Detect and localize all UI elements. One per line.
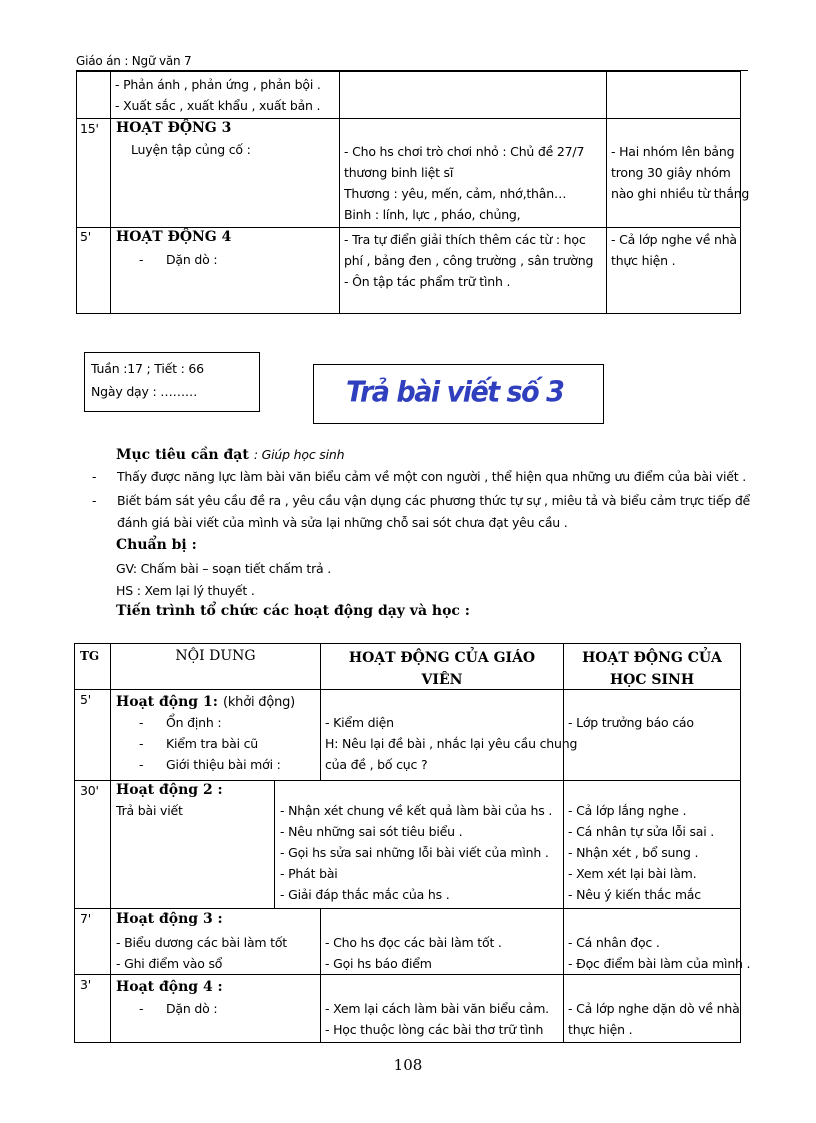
t2-row2-time: 30' <box>80 783 99 798</box>
student-line: - Cả lớp nghe về nhà <box>611 232 737 247</box>
student-line: - Nêu ý kiến thắc mắc <box>568 887 701 902</box>
teacher-line: - Nêu những sai sót tiêu biểu . <box>280 824 463 839</box>
teacher-line: - Xem lại cách làm bài văn biểu cảm. <box>325 1001 549 1016</box>
teacher-line: - Học thuộc lòng các bài thơ trữ tình <box>325 1022 544 1037</box>
student-line: trong 30 giây nhóm <box>611 165 731 180</box>
t2-row2-title: Hoạt động 2 : <box>116 782 223 798</box>
teacher-line: - Nhận xét chung về kết quả làm bài của hs . <box>280 803 553 818</box>
t2-row1-item: Kiểm tra bài cũ <box>166 736 259 751</box>
student-line: - Cá nhân đọc . <box>568 935 660 950</box>
teacher-line: Binh : lính, lực , pháo, chủng, <box>344 207 521 222</box>
row2-teacher <box>344 229 593 292</box>
t2-row4-title: Hoạt động 4 : <box>116 979 223 995</box>
teacher-line: - Gọi hs sửa sai những lỗi bài viết của mình . <box>280 845 549 860</box>
t2-row1-time: 5' <box>80 692 91 707</box>
t2-row1-student <box>568 712 694 733</box>
row1-subtitle: Luyện tập củng cố : <box>131 142 251 157</box>
t2-row2-teacher <box>280 800 552 905</box>
row2-time: 5' <box>80 229 91 244</box>
objectives-heading-line <box>116 444 344 463</box>
lesson-week: Tuần :17 ; Tiết : 66 <box>91 361 204 376</box>
row2-subtitle: Dặn dò : <box>166 252 218 267</box>
preparation-heading: Chuẩn bị : <box>116 537 197 553</box>
row1-student <box>611 141 749 204</box>
t2-row4-bullet: - <box>139 1001 144 1016</box>
student-line: nào ghi nhiều từ thắng <box>611 186 750 201</box>
col-header-content: NỘI DUNG <box>175 648 256 664</box>
lesson-date: Ngày dạy : ……… <box>91 384 198 399</box>
student-line: - Cá nhân tự sửa lỗi sai . <box>568 824 715 839</box>
objectives-suffix: : Giúp học sinh <box>253 447 345 462</box>
row2-student <box>611 229 737 271</box>
col-header-student-line: HOẠT ĐỘNG CỦA <box>582 650 722 666</box>
preparation-hs: HS : Xem lại lý thuyết . <box>116 583 255 598</box>
t2-row3-item: - Ghi điểm vào sổ <box>116 956 223 971</box>
title-box <box>313 364 604 424</box>
t2-row1-items <box>166 712 281 775</box>
t2-row4-subtitle: Dặn dò : <box>166 1001 218 1016</box>
student-line: - Cả lớp lắng nghe . <box>568 803 687 818</box>
teacher-line: - Kiểm diện <box>325 715 394 730</box>
col-header-student <box>564 647 740 691</box>
t2-row3-teacher <box>325 932 502 974</box>
teacher-line: - Phát bài <box>280 866 338 881</box>
teacher-line: - Cho hs đọc các bài làm tốt . <box>325 935 502 950</box>
row0-line: - Phản ánh , phản ứng , phản bội . <box>115 77 321 92</box>
wordart-title: Trả bài viết số 3 <box>346 376 564 409</box>
t2-row1-title-line <box>116 691 295 710</box>
t2-row1-bullets: - - - <box>139 715 144 772</box>
t2-row1-item: Giới thiệu bài mới : <box>166 757 281 772</box>
objectives-heading: Mục tiêu cần đạt <box>116 447 249 463</box>
col-header-teacher-line: HOẠT ĐỘNG CỦA GIÁO <box>348 650 536 666</box>
t2-row1-title-suffix: (khởi động) <box>222 695 296 710</box>
teacher-line: thương binh liệt sĩ <box>344 165 454 180</box>
t2-row2-student <box>568 800 714 905</box>
objective-item: Biết bám sát yêu cầu đề ra , yêu cầu vận dụng các phương thức tự sự , miêu tả và biểu cảm trực tiếp để <box>117 493 751 508</box>
row2-bullet: - <box>139 252 144 267</box>
row1-teacher <box>344 141 584 225</box>
col-header-teacher <box>321 647 563 691</box>
row1-time: 15' <box>80 121 99 136</box>
student-line: thực hiện . <box>568 1022 633 1037</box>
t2-row1-title: Hoạt động 1: <box>116 694 218 710</box>
t2-row3-title: Hoạt động 3 : <box>116 911 223 927</box>
teacher-line: - Giải đáp thắc mắc của hs . <box>280 887 450 902</box>
student-line: - Nhận xét , bổ sung . <box>568 845 699 860</box>
col-header-tg: TG <box>80 649 100 663</box>
teacher-line: - Cho hs chơi trò chơi nhỏ : Chủ đề 27/7 <box>344 144 585 159</box>
t2-row3-time: 7' <box>80 911 91 926</box>
t2-row4-time: 3' <box>80 977 91 992</box>
objective-item: đánh giá bài viết của mình và sửa lại những chỗ sai sót chưa đạt yêu cầu . <box>117 515 568 530</box>
t2-row3-student <box>568 932 750 974</box>
col-header-teacher-line: VIÊN <box>421 672 463 688</box>
student-line: - Xem xét lại bài làm. <box>568 866 697 881</box>
row0-content <box>115 74 321 116</box>
page-number: 108 <box>393 1056 423 1074</box>
objective-bullet: - <box>92 493 97 508</box>
document-header: Giáo án : Ngữ văn 7 <box>76 54 192 68</box>
teacher-line: - Ôn tập tác phẩm trữ tình . <box>344 274 511 289</box>
t2-row2-subtitle: Trả bài viết <box>116 803 183 818</box>
teacher-line: H: Nêu lại đề bài , nhắc lại yêu cầu chung <box>325 736 578 751</box>
objective-bullet: - <box>92 469 97 484</box>
row2-title: HOẠT ĐỘNG 4 <box>116 229 232 245</box>
student-line: - Đọc điểm bài làm của mình . <box>568 956 751 971</box>
student-line: thực hiện . <box>611 253 676 268</box>
t2-row1-item: Ổn định : <box>166 715 222 730</box>
t2-row4-student <box>568 998 740 1040</box>
teacher-line: - Tra tự điển giải thích thêm các từ : học <box>344 232 586 247</box>
row1-title: HOẠT ĐỘNG 3 <box>116 120 232 136</box>
preparation-gv: GV: Chấm bài – soạn tiết chấm trả . <box>116 561 332 576</box>
teacher-line: - Gọi hs báo điểm <box>325 956 432 971</box>
process-heading: Tiến trình tổ chức các hoạt động dạy và học : <box>116 603 470 619</box>
teacher-line: của đề , bố cục ? <box>325 757 428 772</box>
teacher-line: phí , bảng đen , công trường , sân trường <box>344 253 594 268</box>
student-line: - Cả lớp nghe dặn dò về nhà <box>568 1001 740 1016</box>
student-line: - Hai nhóm lên bảng <box>611 144 735 159</box>
student-line: - Lớp trưởng báo cáo <box>568 715 694 730</box>
col-header-student-line: HỌC SINH <box>609 672 695 688</box>
teacher-line: Thương : yêu, mến, cảm, nhớ,thân… <box>344 186 567 201</box>
t2-row3-items <box>116 932 287 974</box>
t2-row4-teacher <box>325 998 549 1040</box>
t2-row3-item: - Biểu dương các bài làm tốt <box>116 935 288 950</box>
row0-line: - Xuất sắc , xuất khẩu , xuất bản . <box>115 98 321 113</box>
t2-row1-teacher <box>325 712 577 775</box>
objective-item: Thấy được năng lực làm bài văn biểu cảm về một con người , thể hiện qua những ưu điểm của bài viết . <box>117 469 747 484</box>
lesson-info-box <box>84 352 260 412</box>
